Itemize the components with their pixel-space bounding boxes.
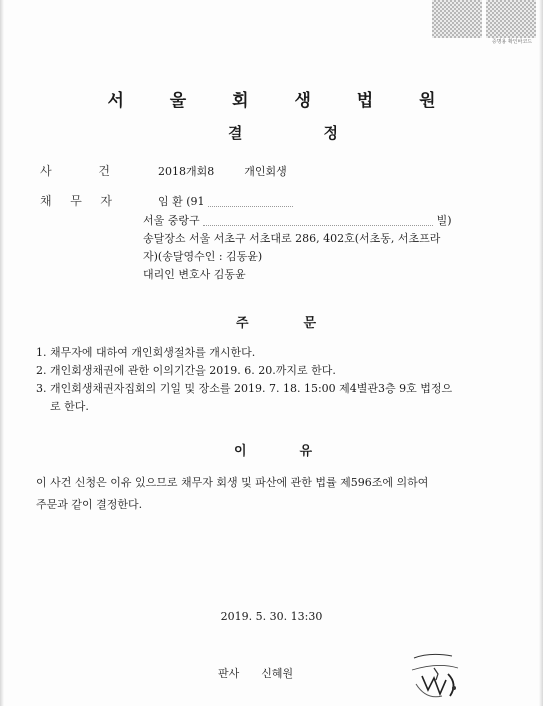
redacted-area — [208, 198, 293, 207]
redacted-area — [203, 217, 433, 226]
delivery-address-line: 송달장소 서울 서초구 서초대로 286, 402호(서초동, 서초프라 — [143, 232, 441, 245]
debtor-name-line: 임 환 (91 — [158, 193, 293, 209]
decision-date: 2019. 5. 30. 13:30 — [220, 610, 323, 623]
case-number: 2018개회8 — [158, 165, 215, 178]
qr-caption: 증명용 확인바코드 — [491, 39, 533, 45]
delivery-recipient-line: 자)(송달영수인 : 김동윤) — [143, 250, 263, 263]
debtor-address-line: 서울 중랑구 빌) — [143, 214, 452, 227]
qr-code-icon — [486, 0, 536, 38]
qr-code-icon — [432, 0, 482, 38]
judge-name: 신혜원 — [261, 667, 294, 680]
reason-line: 이 사건 신청은 이유 있으므로 채무자 회생 및 파산에 관한 법률 제596조에 의하여 — [36, 476, 429, 489]
judge-signature-line — [218, 665, 293, 681]
case-type: 개인회생 — [244, 165, 287, 178]
case-value — [158, 163, 287, 179]
verification-barcode — [432, 0, 540, 46]
reason-heading: 이 유 — [234, 444, 312, 459]
order-item-continued: 로 한다. — [50, 400, 89, 413]
reason-line: 주문과 같이 결정한다. — [36, 498, 143, 511]
order-heading: 주 문 — [236, 316, 316, 331]
order-item: 3. 개인회생채권자집회의 기일 및 장소를 2019. 7. 18. 15:00 제4별관3층 9호 법정으 — [36, 382, 453, 395]
document-type: 결 정 — [228, 124, 338, 142]
debtor-label: 채 무 자 — [40, 194, 112, 208]
court-name: 서 울 회 생 법 원 — [107, 91, 456, 111]
judge-seal-icon — [408, 650, 470, 702]
case-label: 사 건 — [40, 164, 110, 178]
agent-line: 대리인 변호사 김동윤 — [143, 268, 246, 281]
order-item: 1. 채무자에 대하여 개인회생절차를 개시한다. — [36, 346, 256, 359]
judge-title: 판사 — [218, 667, 240, 680]
order-item: 2. 개인회생채권에 관한 이의기간을 2019. 6. 20.까지로 한다. — [36, 364, 336, 377]
